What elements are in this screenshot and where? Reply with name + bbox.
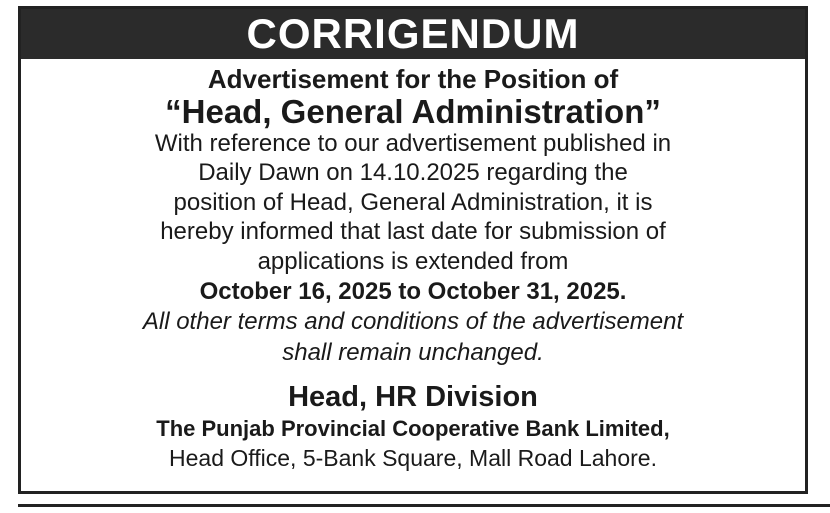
date-change: October 16, 2025 to October 31, 2025. [199,278,627,306]
paragraph-line: hereby informed that last date for submission of [160,218,666,246]
paragraph-line: Daily Dawn on 14.10.2025 regarding the [198,159,628,187]
notice-body [21,64,805,473]
signatory-title: Head, HR Division [288,381,538,414]
corrigendum-notice [18,6,808,494]
organization-name: The Punjab Provincial Cooperative Bank Limited, [156,416,670,442]
advertisement-subtitle: Advertisement for the Position of [207,64,619,94]
title-banner [21,9,805,59]
paragraph-line: With reference to our advertisement published in [154,130,672,157]
terms-line: shall remain unchanged. [282,338,544,366]
paragraph-line: position of Head, General Administration, it is [173,188,653,216]
terms-line: All other terms and conditions of the advertisement [142,308,684,336]
organization-address: Head Office, 5-Bank Square, Mall Road Lahore. [169,445,657,472]
position-title: “Head, General Administration” [165,93,661,130]
bottom-divider [18,504,830,507]
paragraph-line: applications is extended from [257,247,569,275]
notice-title: CORRIGENDUM [246,10,580,57]
